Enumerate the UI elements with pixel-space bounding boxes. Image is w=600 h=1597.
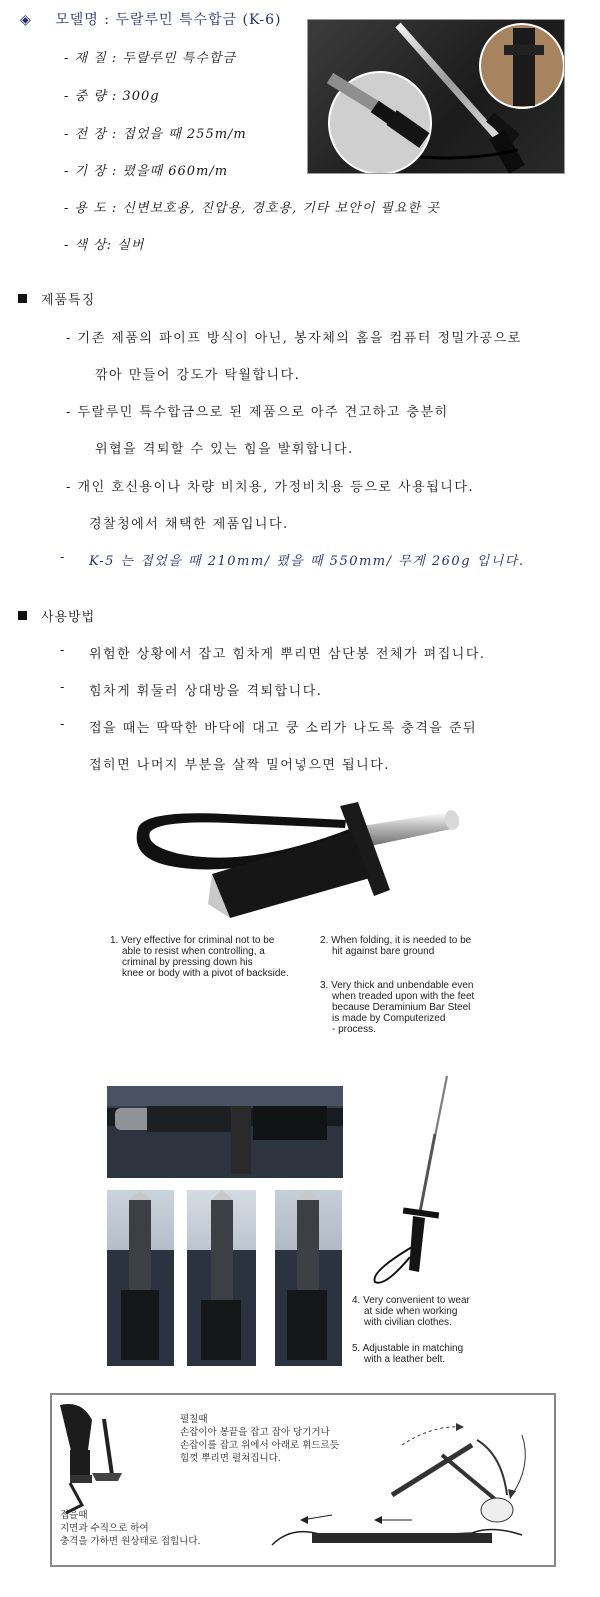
note-5 (352, 1343, 463, 1365)
square-bullet-icon (18, 294, 27, 303)
model-title: 모델명 : 두랄루민 특수합금 (K-6) (55, 12, 282, 28)
open-text-line: 손잡이를 잡고 위에서 아래로 휘드르듯 (180, 1440, 339, 1451)
usage-line-2: 힘차게 휘둘러 상대방을 격퇴합니다. (89, 684, 323, 699)
extended-baton-image (365, 1072, 455, 1287)
usage-dash-3: - (60, 717, 66, 732)
note-5-line: with a leather belt. (364, 1354, 446, 1365)
instruction-diagram-box (50, 1393, 556, 1567)
note-1-line: criminal by pressing down his (122, 957, 253, 968)
feature-line-3: - 두랄루민 특수합금으로 된 제품으로 아주 견고하고 충분히 (66, 405, 449, 420)
usage-line-3: 접을 때는 딱딱한 바닥에 대고 쿵 소리가 나도록 충격을 준뒤 (89, 721, 478, 736)
note-1-line: knee or body with a pivot of backside. (122, 968, 289, 979)
note-3-line: because Deraminium Bar Steel (332, 1002, 471, 1013)
note-4-line: 4. Very convenient to wear (352, 1295, 470, 1306)
usage-dash-2: - (60, 680, 66, 695)
feature-k5-note: K-5 는 접었을 때 210mm/ 폈을 때 550mm/ 무게 260g 입니다. (89, 554, 525, 569)
spec-folded-length: - 전 장 : 접었을 때 255m/m (64, 127, 247, 142)
fold-instructions (60, 1509, 201, 1548)
holster-side-photo-2 (187, 1190, 256, 1366)
note-3-line: - process. (332, 1024, 376, 1035)
feature-line-1: - 기존 제품의 파이프 방식이 아닌, 봉자체의 홈을 컴퓨터 정밀가공으로 (66, 331, 522, 346)
usage-line-4: 접히면 나머지 부분을 살짝 밀어넣으면 됩니다. (89, 758, 390, 773)
features-heading: 제품특징 (41, 293, 96, 308)
note-2-line: hit against bare ground (332, 946, 435, 957)
model-title-row (20, 9, 282, 29)
fold-title: 접을때 (60, 1510, 88, 1521)
folded-baton-image (130, 798, 475, 923)
note-3 (320, 980, 474, 1035)
note-2 (320, 935, 471, 957)
spec-extended-length: - 기 장 : 폈을때 660m/m (64, 164, 229, 179)
note-3-line: 3. Very thick and unbendable even (320, 980, 474, 991)
note-2-line: 2. When folding, it is needed to be (320, 935, 472, 946)
fold-text-line: 지면과 수직으로 하여 (60, 1523, 149, 1534)
note-4 (352, 1295, 470, 1328)
feature-line-6: 경찰청에서 채택한 제품입니다. (89, 517, 289, 532)
spec-material: - 재 질 : 두랄루민 특수합금 (64, 51, 237, 66)
belt-holster-photo (107, 1086, 343, 1178)
usage-line-1: 위험한 상황에서 잡고 힘차게 뿌리면 삼단봉 전체가 펴집니다. (89, 647, 486, 662)
usage-dash-1: - (60, 643, 66, 658)
spec-usage: - 용 도 : 신변보호용, 진압용, 경호용, 기타 보안이 필요한 곳 (64, 201, 440, 216)
fold-text-line: 충격을 가하면 원상태로 접힙니다. (60, 1536, 201, 1547)
note-1-line: 1. Very effective for criminal not to be (110, 935, 275, 946)
open-text-line: 힘껏 뿌리면 펼쳐집니다. (180, 1453, 281, 1464)
usage-heading: 사용방법 (41, 610, 96, 625)
feature-line-5: - 개인 호신용이나 차량 비치용, 가정비치용 등으로 사용됩니다. (66, 480, 475, 495)
holster-side-photo-1 (107, 1190, 174, 1366)
holster-side-photo-3 (275, 1190, 342, 1366)
product-photo (307, 19, 565, 174)
open-text-line: 손잡이아 봉끝을 잡고 잡아 당기거나 (180, 1427, 330, 1438)
open-instructions (180, 1413, 339, 1465)
feature-line-2: 깎아 만들어 강도가 탁월합니다. (95, 368, 301, 383)
features-heading-row (18, 289, 95, 308)
usage-heading-row (18, 606, 95, 625)
note-5-line: 5. Adjustable in matching (352, 1343, 464, 1354)
spec-weight: - 중 량 : 300g (64, 89, 160, 104)
note-3-line: when treaded upon with the feet (332, 991, 475, 1002)
open-title: 펼칠때 (180, 1414, 208, 1425)
square-bullet-icon (18, 611, 27, 620)
feature-line-4: 위협을 격퇴할 수 있는 힘을 발휘합니다. (95, 442, 354, 457)
note-1-line: able to resist when controlling, a (122, 946, 265, 957)
note-3-line: is made by Computerized (332, 1013, 446, 1024)
note-4-line: at side when working (364, 1306, 458, 1317)
note-1 (110, 935, 289, 979)
note-4-line: with civilian clothes. (364, 1317, 452, 1328)
spec-color: - 색 상: 실버 (64, 238, 145, 253)
diamond-bullet-icon: ◈ (20, 12, 32, 28)
feature-k5-dash: - (60, 550, 66, 565)
